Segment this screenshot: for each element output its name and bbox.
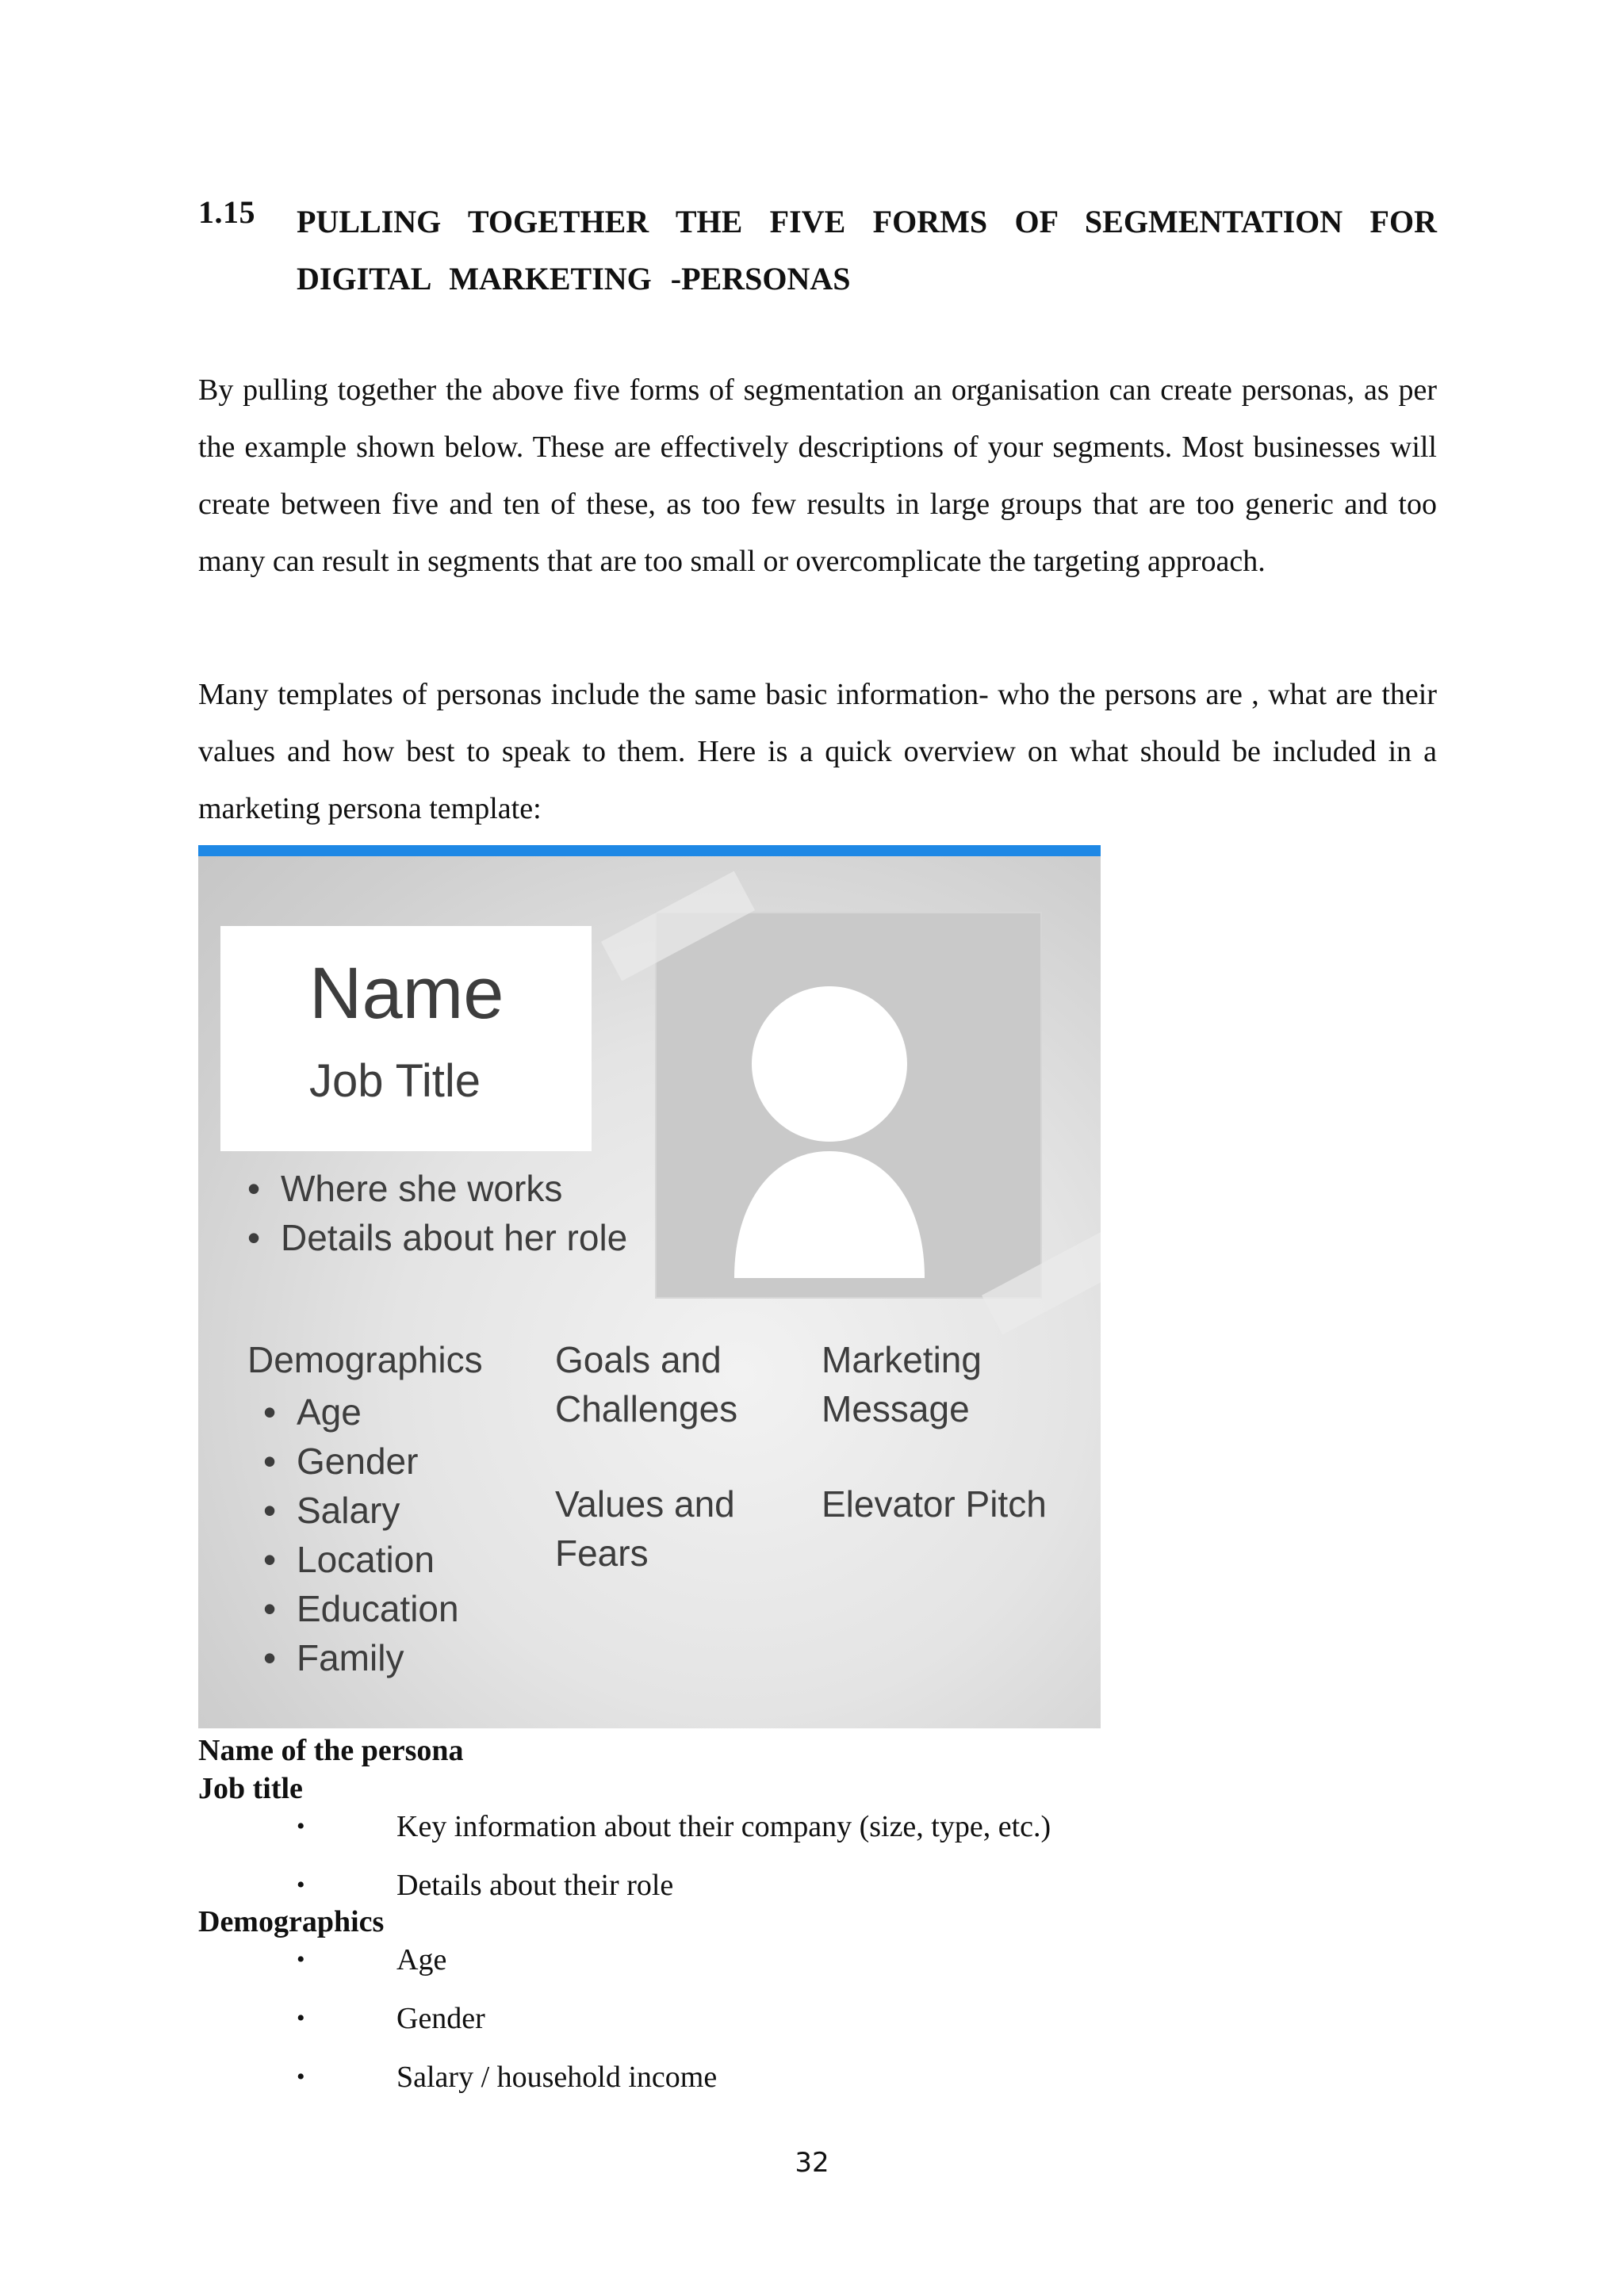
avatar-placeholder: [657, 913, 1040, 1297]
section-title: PULLING TOGETHER THE FIVE FORMS OF SEGMENTATION FOR DIGITAL MARKETING -PERSONAS: [297, 204, 1437, 297]
marketing-heading: Marketing Message: [822, 1339, 982, 1429]
demographics-label: Demographics: [198, 1905, 385, 1938]
list-item: • Key information about their company (size, type, etc.): [297, 1810, 1051, 1843]
name-card: [220, 926, 592, 1151]
list-item: • Gender: [263, 1441, 419, 1482]
demographics-bullets: [263, 1387, 459, 1682]
list-item: • Details about their role: [297, 1869, 674, 1902]
list-item: • Details about her role: [247, 1217, 628, 1258]
list-item: • Age: [263, 1391, 362, 1433]
list-item: • Education: [263, 1588, 459, 1629]
values-heading: Values and Fears: [555, 1483, 735, 1574]
accent-bar: [198, 845, 1101, 856]
job-label: Job title: [198, 1772, 303, 1805]
persona-name: Name: [309, 953, 504, 1034]
name-label: Name of the persona: [198, 1734, 464, 1767]
list-item: • Where she works: [247, 1168, 563, 1209]
demographics-heading: Demographics: [247, 1339, 483, 1380]
persona-job-title: Job Title: [309, 1055, 481, 1107]
intro-paragraph: By pulling together the above five forms of segmentation an organisation can create personas, as per the example shown below. These are effectively descriptions of your segments. Most businesses will create between five and ten of these, as too few results in large groups that are too generic and too many can result in segments that are too small or overcomplicate the targeting approach.: [198, 373, 1437, 578]
role-bullets: [247, 1164, 627, 1262]
page-number: 32: [795, 2147, 829, 2179]
template-paragraph: Many templates of personas include the same basic information- who the persons are , what are their values and how best to speak to them. Here is a quick overview on what should be included in a marketing persona template:: [198, 678, 1437, 825]
elevator-heading: Elevator Pitch: [822, 1483, 1047, 1525]
list-item: • Salary / household income: [297, 2061, 718, 2094]
list-item: • Salary: [263, 1490, 400, 1531]
section-number: 1.15: [198, 194, 255, 230]
persona-template-image: [198, 845, 1101, 1728]
person-silhouette-icon: [657, 913, 1040, 1297]
list-item: • Family: [263, 1637, 404, 1678]
list-item: • Location: [263, 1539, 435, 1580]
list-item: • Age: [297, 1943, 447, 1976]
demographics-list: [198, 1941, 1308, 2117]
goals-heading: Goals and Challenges: [555, 1339, 738, 1429]
list-item: • Gender: [297, 2002, 485, 2035]
